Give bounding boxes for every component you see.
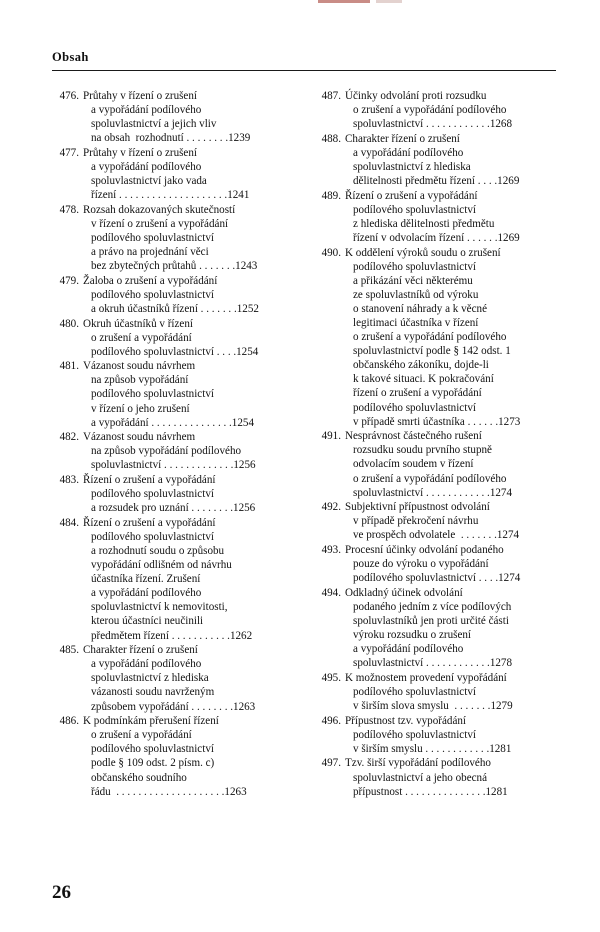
entry-line: řízení v odvolacím řízení . . . . . .1269 [353, 231, 520, 244]
entry-text [83, 516, 296, 643]
entry-text [345, 189, 558, 245]
entry-line: Přípustnost tzv. vypořádání [345, 714, 466, 727]
entry-line: rozsudku soudu prvního stupně [353, 444, 492, 457]
contents-entry[interactable] [314, 543, 558, 585]
contents-entry[interactable] [314, 246, 558, 429]
entry-line: spoluvlastnictví z hlediska [91, 672, 209, 685]
entry-number: 489. [321, 189, 341, 202]
entry-line: účastníka řízení. Zrušení [91, 573, 201, 586]
entry-line: na způsob vypořádání [91, 374, 189, 387]
entry-number: 483. [59, 474, 79, 487]
entry-text [83, 643, 296, 713]
entry-line: způsobem vypořádání . . . . . . . .1263 [91, 700, 256, 713]
entry-number: 484. [59, 516, 79, 529]
contents-entry[interactable] [314, 586, 558, 671]
entry-line: podílového spoluvlastnictví [353, 203, 476, 216]
entry-text [83, 359, 296, 429]
entry-line: Řízení o zrušení a vypořádání [83, 474, 216, 487]
entry-number: 491. [321, 430, 341, 443]
contents-entry[interactable] [52, 274, 296, 316]
entry-line: K možnostem provedení vypořádání [345, 671, 507, 684]
contents-entry[interactable] [52, 359, 296, 429]
contents-column-left [52, 89, 296, 799]
entry-text [345, 714, 558, 756]
entry-line: na obsah rozhodnutí . . . . . . . .1239 [91, 132, 251, 145]
entry-line: a vypořádání . . . . . . . . . . . . . . .1254 [91, 416, 254, 429]
entry-line: k takové situaci. K pokračování [353, 373, 494, 386]
contents-entry[interactable] [314, 89, 558, 131]
entry-line: v případě překročení návrhu [353, 515, 479, 528]
entry-line: a rozsudek pro uznání . . . . . . . .1256 [91, 502, 256, 515]
entry-line: v řízení o jeho zrušení [91, 402, 190, 415]
entry-line: a vypořádání podílového [91, 658, 202, 671]
entry-line: Rozsah dokazovaných skutečností [83, 203, 236, 216]
entry-number: 487. [321, 90, 341, 102]
entry-line: o zrušení a vypořádání podílového [353, 104, 507, 117]
entry-line: podílového spoluvlastnictví [91, 388, 214, 401]
entry-line: podílového spoluvlastnictví [353, 260, 476, 273]
entry-line: podílového spoluvlastnictví . . . .1274 [353, 572, 521, 585]
entry-number: 492. [321, 501, 341, 514]
entry-text [345, 586, 558, 671]
entry-text [345, 246, 558, 429]
entry-line: K podmínkám přerušení řízení [83, 715, 219, 728]
entry-line: Řízení o zrušení a vypořádání [83, 516, 216, 529]
entry-line: podílového spoluvlastnictví [353, 685, 476, 698]
entry-line: ve prospěch odvolatele . . . . . . .1274 [353, 529, 520, 542]
entry-line: vypořádání odlišném od návrhu [91, 559, 232, 572]
entry-line: Procesní účinky odvolání podaného [345, 544, 504, 556]
entry-line: o stanovení náhrady a k věcné [353, 302, 487, 315]
entry-line: o zrušení a vypořádání [91, 729, 192, 742]
entry-text [83, 317, 296, 359]
entry-line: spoluvlastnictví . . . . . . . . . . . .1268 [353, 118, 513, 131]
contents-entry[interactable] [314, 132, 558, 188]
entry-line: podílového spoluvlastnictví [91, 288, 214, 301]
entry-line: a okruh účastníků řízení . . . . . . .1252 [91, 302, 259, 315]
entry-line: podílového spoluvlastnictví [353, 728, 476, 741]
entry-line: bez zbytečných průtahů . . . . . . .1243 [91, 260, 258, 273]
entry-line: spoluvlastníků jen proti určité části [353, 614, 509, 627]
contents-entry[interactable] [52, 203, 296, 273]
entry-line: K oddělení výroků soudu o zrušení [345, 246, 501, 259]
contents-entry[interactable] [52, 714, 296, 799]
entry-text [83, 203, 296, 273]
entry-line: dělitelnosti předmětu řízení . . . .1269 [353, 175, 520, 188]
running-head: Obsah [52, 50, 89, 64]
contents-entry[interactable] [52, 146, 296, 202]
contents-entry[interactable] [314, 500, 558, 542]
entry-line: výroku rozsudku o zrušení [353, 629, 472, 642]
entry-number: 481. [59, 360, 79, 373]
entry-line: o zrušení a vypořádání [91, 331, 192, 344]
entry-line: a vypořádání podílového [353, 643, 464, 656]
entry-line: na způsob vypořádání podílového [91, 445, 242, 458]
entry-line: Charakter řízení o zrušení [83, 644, 198, 657]
entry-line: spoluvlastnictví . . . . . . . . . . . . .1256 [91, 459, 256, 472]
entry-text [345, 756, 558, 798]
entry-line: v širším smyslu . . . . . . . . . . . .1281 [353, 742, 512, 755]
entry-text [345, 429, 558, 499]
entry-line: podílového spoluvlastnictví [91, 530, 214, 543]
entry-number: 493. [321, 544, 341, 556]
entry-line: v případě smrti účastníka . . . . . .1273 [353, 415, 521, 428]
entry-line: řízení o zrušení a vypořádání [353, 387, 482, 400]
contents-entry[interactable] [52, 643, 296, 713]
entry-number: 476. [59, 90, 79, 102]
entry-text [345, 132, 558, 188]
entry-text [83, 146, 296, 202]
entry-line: Průtahy v řízení o zrušení [83, 146, 197, 159]
entry-line: a vypořádání podílového [91, 587, 202, 600]
contents-entry[interactable] [52, 89, 296, 145]
entry-line: podílového spoluvlastnictví [353, 401, 476, 414]
contents-columns [52, 89, 556, 799]
entry-line: a přikázání věci některému [353, 274, 473, 287]
entry-line: a vypořádání podílového [353, 146, 464, 159]
entry-number: 477. [59, 146, 79, 159]
entry-text [83, 430, 296, 472]
contents-entry[interactable] [52, 317, 296, 359]
entry-line: podílového spoluvlastnictví [91, 488, 214, 501]
entry-number: 485. [59, 644, 79, 657]
entry-text [345, 89, 558, 131]
entry-line: Vázanost soudu návrhem [83, 431, 196, 444]
entry-number: 480. [59, 317, 79, 330]
entry-line: spoluvlastnictví z hlediska [353, 160, 471, 173]
entry-text [83, 473, 296, 515]
entry-line: spoluvlastnictví a jeho obecná [353, 771, 488, 784]
entry-line: spoluvlastnictví jako vada [91, 175, 207, 188]
entry-line: Nesprávnost částečného rušení [345, 430, 482, 443]
entry-line: o zrušení a vypořádání podílového [353, 331, 507, 344]
entry-line: a právo na projednání věci [91, 246, 209, 259]
entry-line: Účinky odvolání proti rozsudku [345, 90, 487, 102]
entry-number: 496. [321, 714, 341, 727]
entry-line: občanského soudního [91, 771, 187, 784]
contents-entry[interactable] [314, 429, 558, 499]
entry-line: kterou účastníci neučinili [91, 615, 204, 628]
contents-entry[interactable] [314, 714, 558, 756]
entry-line: Okruh účastníků v řízení [83, 317, 193, 330]
entry-line: Tzv. širší vypořádání podílového [345, 757, 491, 770]
entry-line: pouze do výroku o vypořádání [353, 558, 489, 571]
entry-line: ze spoluvlastníků od výroku [353, 288, 479, 301]
entry-number: 482. [59, 431, 79, 444]
entry-line: Řízení o zrušení a vypořádání [345, 189, 478, 202]
entry-line: vázanosti soudu navrženým [91, 686, 215, 699]
contents-entry[interactable] [314, 756, 558, 798]
entry-line: řízení . . . . . . . . . . . . . . . . . . . .1241 [91, 189, 250, 202]
contents-column-right [314, 89, 558, 799]
entry-line: Žaloba o zrušení a vypořádání [83, 274, 218, 287]
entry-line: a vypořádání podílového [91, 160, 202, 173]
entry-text [345, 671, 558, 713]
entry-line: Odkladný účinek odvolání [345, 586, 463, 599]
contents-entry[interactable] [314, 189, 558, 245]
entry-line: Subjektivní přípustnost odvolání [345, 501, 490, 514]
entry-line: předmětem řízení . . . . . . . . . . .1262 [91, 629, 253, 642]
entry-line: odvolacím soudem v řízení [353, 458, 474, 471]
entry-number: 479. [59, 274, 79, 287]
entry-line: spoluvlastnictví k nemovitosti, [91, 601, 228, 614]
entry-text [83, 714, 296, 799]
entry-text [345, 543, 558, 585]
entry-line: spoluvlastnictví . . . . . . . . . . . .1278 [353, 657, 513, 670]
entry-line: a rozhodnutí soudu o způsobu [91, 545, 225, 557]
entry-line: Vázanost soudu návrhem [83, 360, 196, 373]
entry-line: o zrušení a vypořádání podílového [353, 472, 507, 485]
entry-line: a vypořádání podílového [91, 104, 202, 117]
entry-line: podílového spoluvlastnictví [91, 231, 214, 244]
entry-number: 495. [321, 671, 341, 684]
entry-line: podaného jedním z více podílových [353, 600, 512, 613]
entry-line: v řízení o zrušení a vypořádání [91, 217, 229, 230]
entry-number: 494. [321, 586, 341, 599]
contents-entry[interactable] [52, 473, 296, 515]
entry-number: 486. [59, 715, 79, 728]
entry-line: Charakter řízení o zrušení [345, 132, 460, 145]
entry-line: podílového spoluvlastnictví [91, 743, 214, 756]
entry-number: 497. [321, 757, 341, 770]
entry-line: legitimaci účastníka v řízení [353, 317, 479, 329]
entry-number: 478. [59, 203, 79, 216]
entry-line: z hlediska dělitelnosti předmětu [353, 217, 495, 230]
entry-line: občanského zákoníku, dojde-li [353, 359, 489, 372]
entry-number: 490. [321, 246, 341, 259]
entry-line: podle § 109 odst. 2 písm. c) [91, 757, 215, 770]
entry-text [345, 500, 558, 542]
entry-number: 488. [321, 132, 341, 145]
header-divider [52, 70, 556, 71]
entry-text [83, 89, 296, 145]
contents-entry[interactable] [52, 430, 296, 472]
page-number: 26 [52, 882, 71, 903]
contents-entry[interactable] [314, 671, 558, 713]
entry-line: v širším slova smyslu . . . . . . .1279 [353, 700, 513, 713]
entry-line: Průtahy v řízení o zrušení [83, 90, 197, 102]
entry-text [83, 274, 296, 316]
entry-line: spoluvlastnictví podle § 142 odst. 1 [353, 345, 511, 358]
entry-line: spoluvlastnictví a jejich vliv [91, 118, 217, 131]
contents-entry[interactable] [52, 516, 296, 643]
entry-line: spoluvlastnictví . . . . . . . . . . . .1274 [353, 486, 513, 499]
entry-line: řádu . . . . . . . . . . . . . . . . . . . .1263 [91, 785, 247, 798]
entry-line: podílového spoluvlastnictví . . . .1254 [91, 345, 259, 358]
entry-line: přípustnost . . . . . . . . . . . . . . .1281 [353, 785, 508, 798]
